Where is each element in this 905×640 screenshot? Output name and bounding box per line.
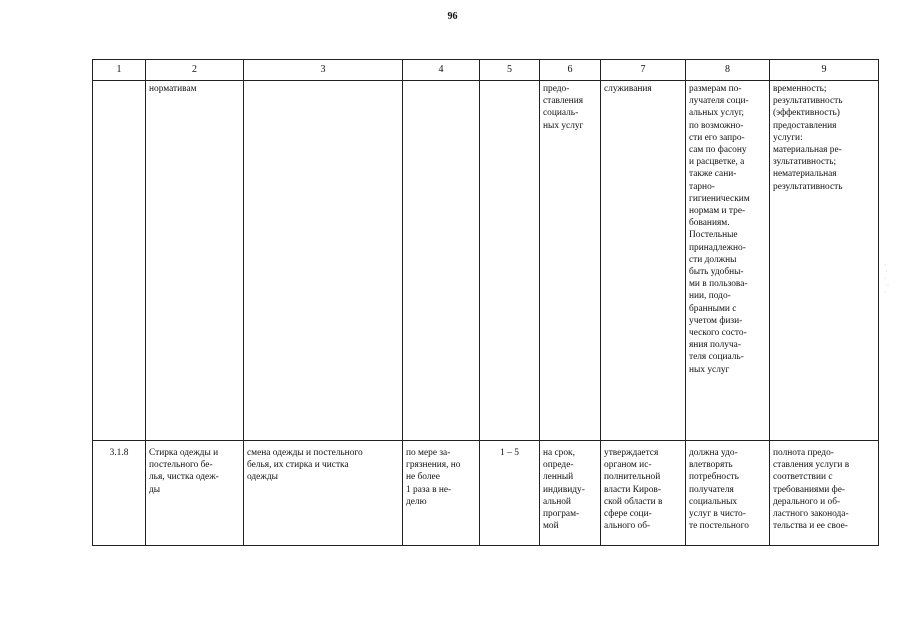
table-cell: служивания	[601, 81, 686, 441]
table-cell: размерам по- лучателя соци- альных услуг, по возможно- сти его запро- сам по фасону и расцветке, а также сани- тарно- гигиеническим нормам и тре- бованиям. Постельные принадлежно- сти должны быть удобны- ми в пользова- нии, подо- бранными с учетом физи- ческого состо- яния получа- теля социаль- ных услуг	[686, 81, 770, 441]
table-cell	[480, 81, 540, 441]
table-cell: полнота предо- ставления услуги в соответствии с требованиями фе- дерального и об- ластного законода- тельства и ее свое-	[770, 441, 879, 546]
column-number-cell: 2	[146, 60, 244, 81]
table-cell	[403, 81, 480, 441]
column-number-row	[93, 60, 879, 81]
table-cell: нормативам	[146, 81, 244, 441]
services-table	[92, 59, 879, 546]
column-number-cell: 1	[93, 60, 146, 81]
table-cell: смена одежды и постельного белья, их стирка и чистка одежды	[244, 441, 403, 546]
table-row-3-1-8	[93, 441, 879, 546]
column-number-cell: 4	[403, 60, 480, 81]
table-cell	[244, 81, 403, 441]
table-cell: по мере за- грязнения, но не более 1 раза в не- делю	[403, 441, 480, 546]
column-number-cell: 3	[244, 60, 403, 81]
table-cell	[93, 81, 146, 441]
column-number-cell: 6	[540, 60, 601, 81]
column-number-cell: 9	[770, 60, 879, 81]
column-number-cell: 7	[601, 60, 686, 81]
table-cell: временность; результативность (эффективность) предоставления услуги: материальная ре- зультативность; нематериальная результативность	[770, 81, 879, 441]
column-number-cell: 8	[686, 60, 770, 81]
table-cell: предо- ставления социаль- ных услуг	[540, 81, 601, 441]
table-cell: на срок, опреде- ленный индивиду- альной програм- мой	[540, 441, 601, 546]
column-number-cell: 5	[480, 60, 540, 81]
table-row-continued	[93, 81, 879, 441]
scan-noise: · · · · ·	[884, 262, 889, 296]
table-cell: утверждается органом ис- полнительной власти Киров- ской области в сфере соци- ального об-	[601, 441, 686, 546]
table-cell: 3.1.8	[93, 441, 146, 546]
table-cell: 1 – 5	[480, 441, 540, 546]
table-cell: должна удо- влетворять потребность получателя социальных услуг в чисто- те постельного	[686, 441, 770, 546]
page-number: 96	[447, 11, 458, 22]
table-cell: Стирка одежды и постельного бе- лья, чистка одеж- ды	[146, 441, 244, 546]
